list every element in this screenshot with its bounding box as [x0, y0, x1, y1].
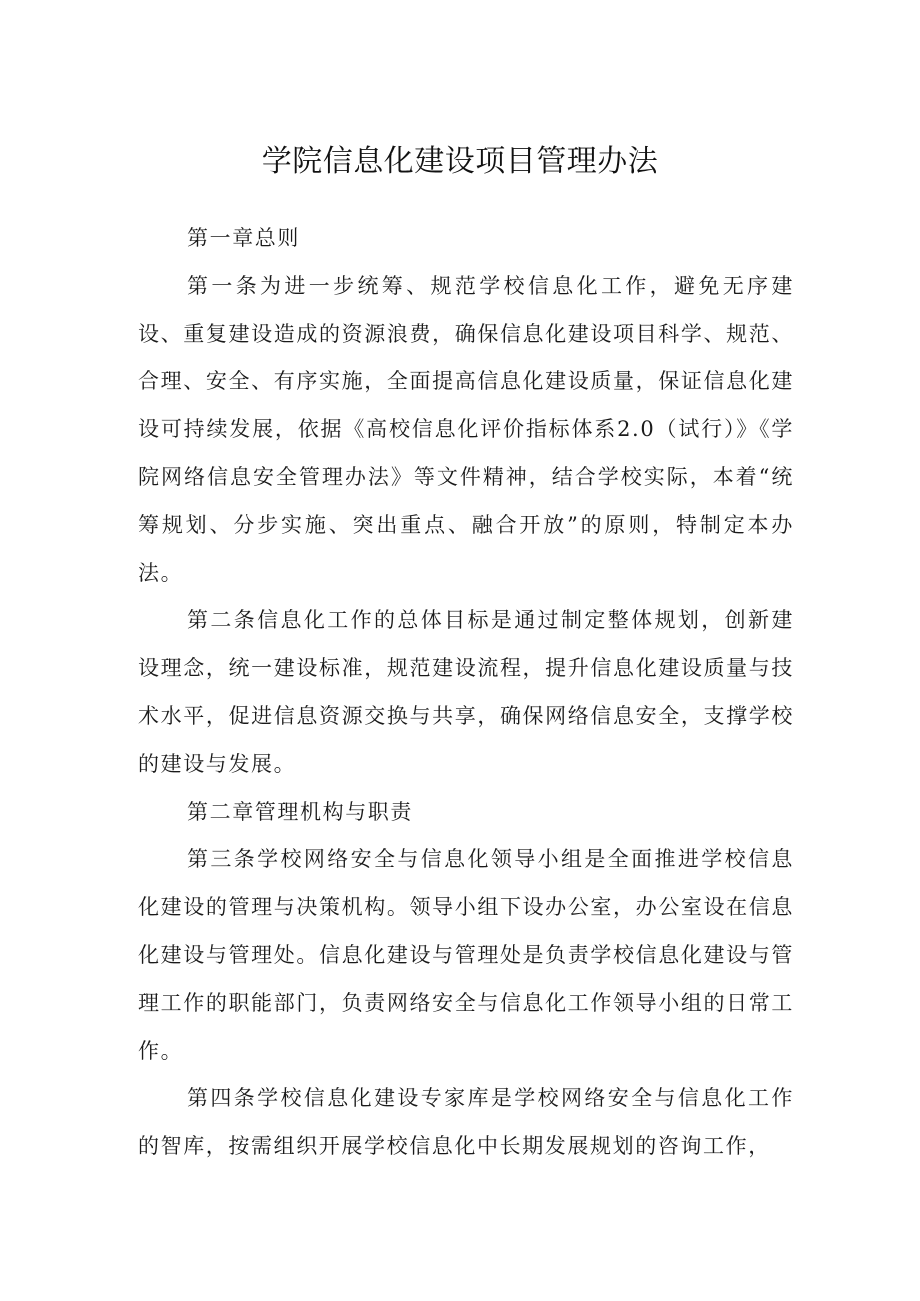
- article-paragraph: 第三条学校网络安全与信息化领导小组是全面推进学校信息化建设的管理与决策机构。领导小组下设办公室，办公室设在信息化建设与管理处。信息化建设与管理处是负责学校信息化建设与管理工作的职能部门，负责网络安全与信息化工作领导小组的日常工作。: [138, 847, 794, 1063]
- chapter-heading: 第二章管理机构与职责: [187, 799, 413, 824]
- document-title: 学院信息化建设项目管理办法: [261, 144, 659, 179]
- article-paragraph: 第一条为进一步统筹、规范学校信息化工作，避免无序建设、重复建设造成的资源浪费，确保信息化建设项目科学、规范、合理、安全、有序实施，全面提高信息化建设质量，保证信息化建设可持续发展，依据《高校信息化评价指标体系2.0（试行）》《学院网络信息安全管理办法》等文件精神，结合学校实际，本着“统筹规划、分步实施、突出重点、融合开放”的原则，特制定本办法。: [138, 273, 794, 585]
- chapter-heading: 第一章总则: [187, 226, 300, 250]
- document-body: [138, 215, 794, 1171]
- article-paragraph: 第四条学校信息化建设专家库是学校网络安全与信息化工作的智库，按需组织开展学校信息化中长期发展规划的咨询工作，: [138, 1086, 794, 1159]
- article-paragraph: 第二条信息化工作的总体目标是通过制定整体规划，创新建设理念，统一建设标准，规范建设流程，提升信息化建设质量与技术水平，促进信息资源交换与共享，确保网络信息安全，支撑学校的建设与发展。: [138, 608, 794, 776]
